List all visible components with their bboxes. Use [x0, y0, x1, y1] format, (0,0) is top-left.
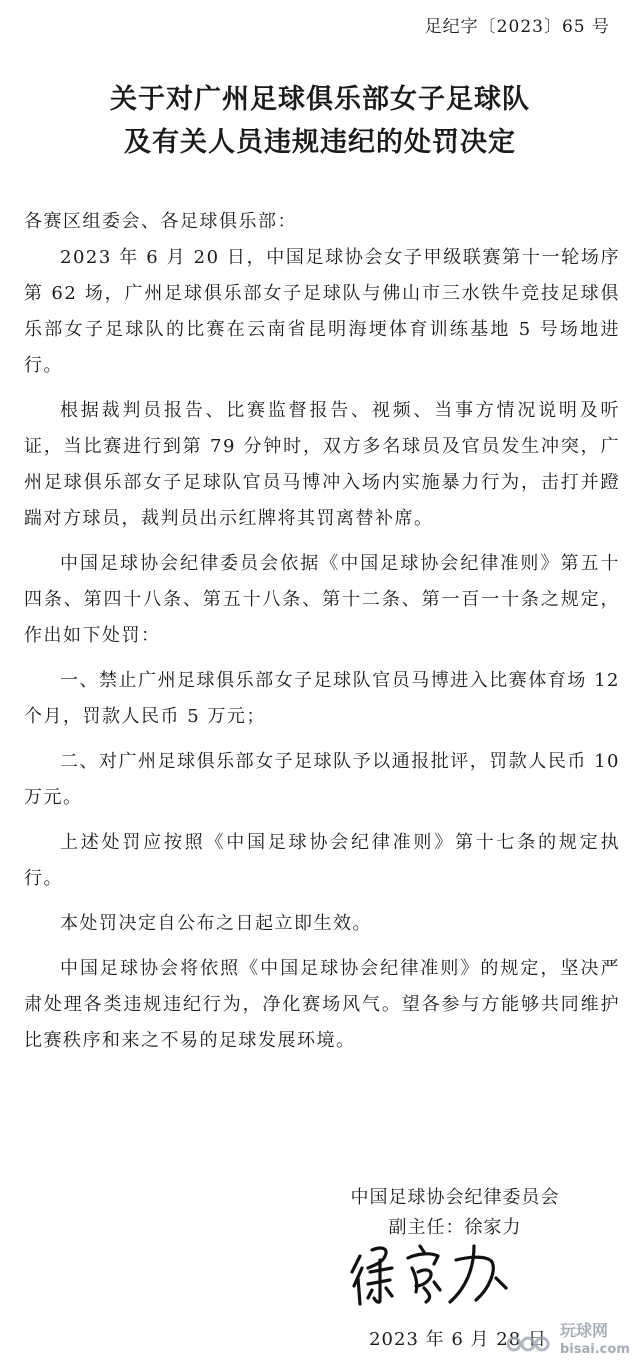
site-watermark-logo: [504, 1316, 634, 1358]
svg-text:bisai.com: bisai.com: [560, 1342, 630, 1357]
signing-organization: 中国足球协会纪律委员会: [350, 1187, 560, 1208]
paragraph-penalty-2: 二、对广州足球俱乐部女子足球队予以通报批评，罚款人民币 10 万元。: [24, 751, 620, 808]
paragraph-match-info: 2023 年 6 月 20 日，中国足球协会女子甲级联赛第十一轮场序第 62 场，广州足球俱乐部女子足球队与佛山市三水铁牛竞技足球俱乐部女子足球队的比赛在云南省昆明海埂体育训练基地 5 号场地进行。: [24, 247, 620, 376]
paragraph-effective: 本处罚决定自公布之日起立即生效。: [60, 913, 372, 934]
title-line-2: 及有关人员违规违纪的处罚决定: [124, 127, 516, 158]
title-line-1: 关于对广州足球俱乐部女子足球队: [110, 84, 530, 115]
document-number: 足纪字〔2023〕65 号: [424, 17, 610, 37]
handwritten-signature: [346, 1238, 526, 1308]
document-body: [24, 204, 620, 1068]
signing-date: 2023 年 6 月 28 日: [369, 1329, 547, 1350]
paragraph-basis: 中国足球协会纪律委员会依据《中国足球协会纪律准则》第五十四条、第四十八条、第五十八条、第十二条、第一百一十条之规定，作出如下处罚：: [24, 553, 620, 646]
paragraph-incident: 根据裁判员报告、比赛监督报告、视频、当事方情况说明及听证，当比赛进行到第 79 分钟时，双方多名球员及官员发生冲突，广州足球俱乐部女子足球队官员马博冲入场内实施暴力行为，击打并蹬踹对方球员，裁判员出示红牌将其罚离替补席。: [24, 400, 620, 529]
paragraph-closing: 中国足球协会将依照《中国足球协会纪律准则》的规定，坚决严肃处理各类违规违纪行为，净化赛场风气。望各参与方能够共同维护比赛秩序和来之不易的足球发展环境。: [24, 958, 620, 1051]
paragraph-penalty-1: 一、禁止广州足球俱乐部女子足球队官员马博进入比赛体育场 12 个月，罚款人民币 5 万元；: [24, 670, 620, 727]
svg-text:玩球网: 玩球网: [560, 1321, 609, 1340]
signer-title: 副主任：徐家力: [388, 1217, 522, 1238]
addressee: 各赛区组委会、各足球俱乐部：: [24, 211, 297, 232]
paragraph-execution: 上述处罚应按照《中国足球协会纪律准则》第十七条的规定执行。: [24, 832, 620, 889]
document-title: [0, 78, 640, 164]
